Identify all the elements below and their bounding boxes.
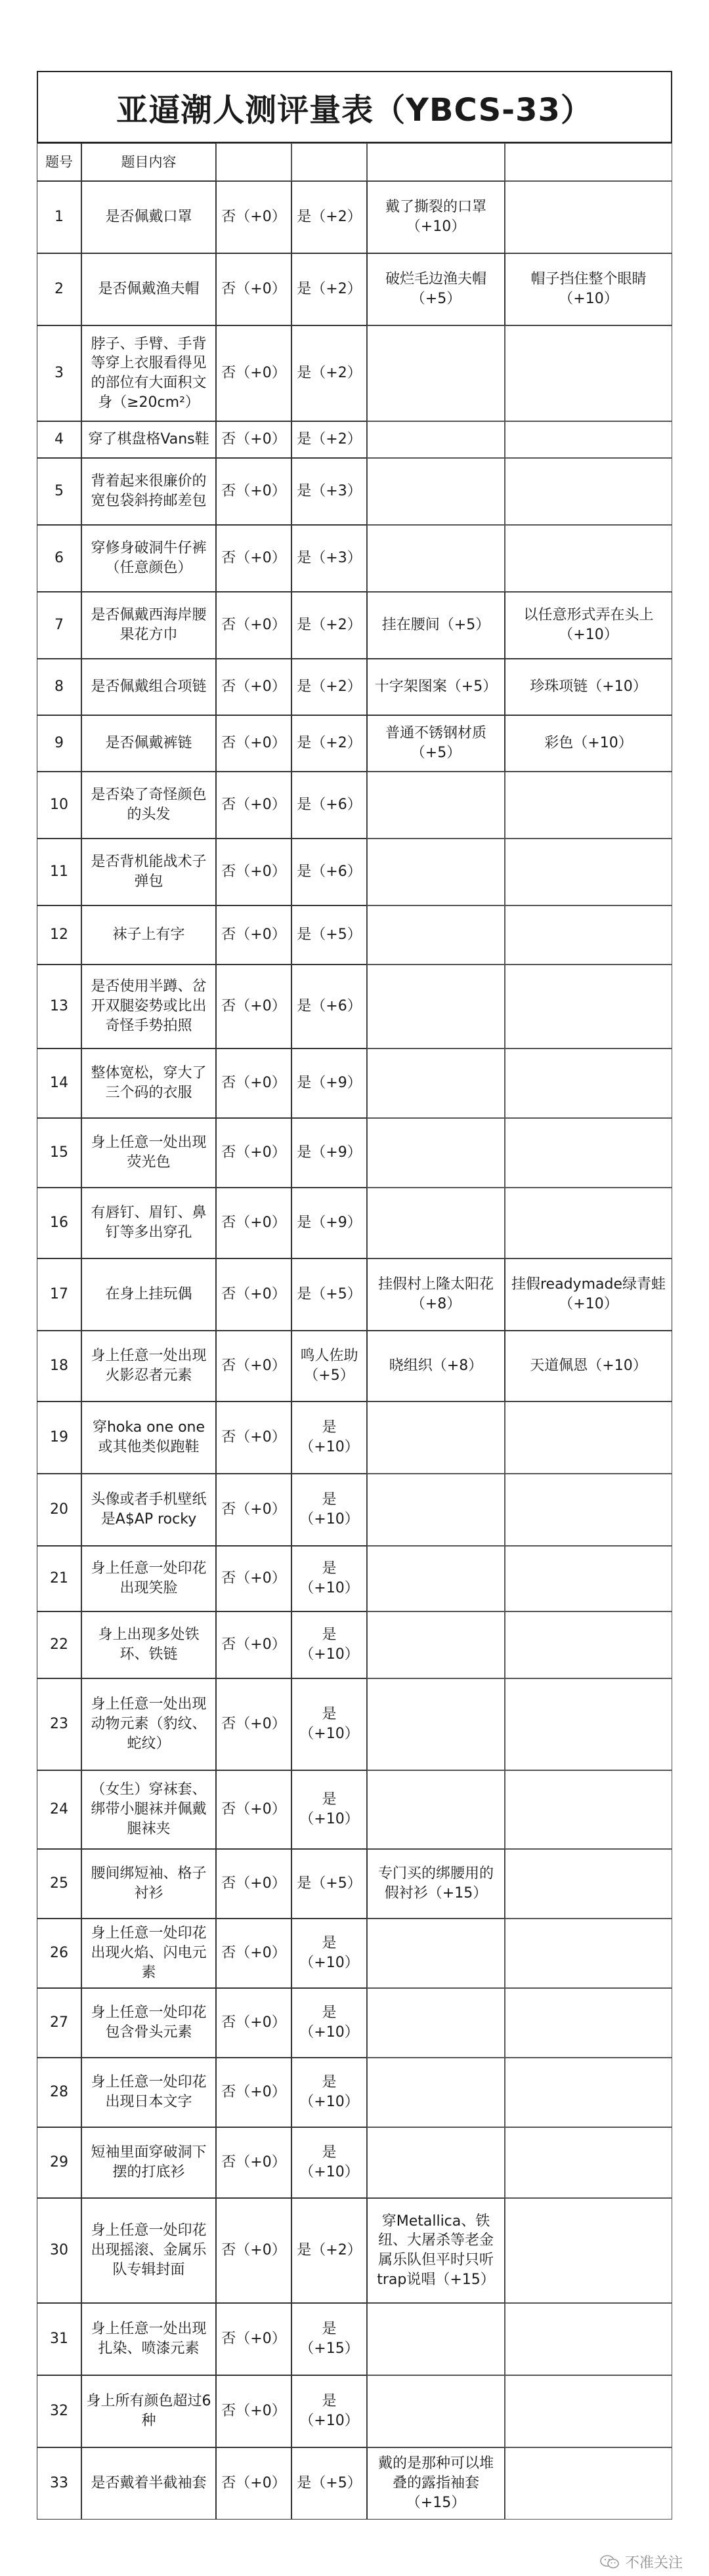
item-number: 3 xyxy=(37,325,81,421)
item-question: 是否染了奇怪颜色的头发 xyxy=(81,772,216,839)
item-extra-1 xyxy=(367,458,505,525)
item-option-yes: 是（+2） xyxy=(291,592,367,659)
item-option-yes: 是（+5） xyxy=(291,2447,367,2520)
item-number: 26 xyxy=(37,1919,81,1988)
item-option-no: 否（+0） xyxy=(216,2375,291,2447)
item-option-no: 否（+0） xyxy=(216,458,291,525)
item-extra-2: 珍珠项链（+10） xyxy=(505,659,672,715)
item-option-yes: 是（+10） xyxy=(291,1988,367,2058)
item-extra-2 xyxy=(505,1118,672,1188)
item-number: 8 xyxy=(37,659,81,715)
item-extra-2: 帽子挡住整个眼睛（+10） xyxy=(505,253,672,325)
item-option-yes: 是（+3） xyxy=(291,458,367,525)
item-number: 2 xyxy=(37,253,81,325)
item-option-yes: 是（+10） xyxy=(291,1474,367,1546)
item-extra-1 xyxy=(367,1474,505,1546)
item-question: 背着起来很廉价的宽包袋斜挎邮差包 xyxy=(81,458,216,525)
item-option-no: 否（+0） xyxy=(216,1402,291,1474)
item-extra-1 xyxy=(367,1118,505,1188)
item-number: 22 xyxy=(37,1611,81,1678)
item-extra-1: 穿Metallica、铁纽、大屠杀等老金属乐队但平时只听trap说唱（+15） xyxy=(367,2198,505,2303)
item-extra-1: 挂假村上隆太阳花（+8） xyxy=(367,1258,505,1331)
item-extra-2 xyxy=(505,772,672,839)
item-option-no: 否（+0） xyxy=(216,181,291,253)
item-question: 有唇钉、眉钉、鼻钉等多出穿孔 xyxy=(81,1188,216,1258)
item-extra-2 xyxy=(505,1049,672,1118)
item-extra-1: 戴的是那种可以堆叠的露指袖套（+15） xyxy=(367,2447,505,2520)
item-number: 15 xyxy=(37,1118,81,1188)
item-number: 24 xyxy=(37,1770,81,1849)
item-extra-1 xyxy=(367,2303,505,2375)
item-extra-1 xyxy=(367,1049,505,1118)
item-option-no: 否（+0） xyxy=(216,1988,291,2058)
header-empty-5 xyxy=(505,143,672,181)
item-extra-2: 彩色（+10） xyxy=(505,715,672,772)
item-extra-2 xyxy=(505,1678,672,1770)
item-extra-2 xyxy=(505,1770,672,1849)
item-option-yes: 是（+9） xyxy=(291,1188,367,1258)
item-extra-1 xyxy=(367,325,505,421)
item-extra-2 xyxy=(505,965,672,1049)
item-question: 穿修身破洞牛仔裤（任意颜色） xyxy=(81,525,216,592)
item-question: 身上任意一处印花出现日本文字 xyxy=(81,2058,216,2127)
item-option-yes: 是（+3） xyxy=(291,525,367,592)
item-option-yes: 是（+6） xyxy=(291,965,367,1049)
item-option-yes: 是（+6） xyxy=(291,839,367,905)
item-number: 21 xyxy=(37,1546,81,1611)
item-extra-2 xyxy=(505,1402,672,1474)
item-option-no: 否（+0） xyxy=(216,905,291,965)
item-option-no: 否（+0） xyxy=(216,592,291,659)
page-title: 亚逼潮人测评量表（YBCS-33） xyxy=(37,71,672,143)
item-extra-2 xyxy=(505,181,672,253)
item-option-yes: 是（+2） xyxy=(291,715,367,772)
item-option-no: 否（+0） xyxy=(216,1049,291,1118)
item-extra-2 xyxy=(505,905,672,965)
item-question: 身上任意一处印花包含骨头元素 xyxy=(81,1988,216,2058)
item-extra-2: 以任意形式弄在头上（+10） xyxy=(505,592,672,659)
item-extra-2 xyxy=(505,458,672,525)
item-question: 身上任意一处出现扎染、喷漆元素 xyxy=(81,2303,216,2375)
item-option-yes: 是（+2） xyxy=(291,2198,367,2303)
item-number: 28 xyxy=(37,2058,81,2127)
item-question: 身上任意一处印花出现笑脸 xyxy=(81,1546,216,1611)
item-question: 在身上挂玩偶 xyxy=(81,1258,216,1331)
item-option-no: 否（+0） xyxy=(216,772,291,839)
item-number: 10 xyxy=(37,772,81,839)
item-question: 身上所有颜色超过6种 xyxy=(81,2375,216,2447)
item-question: 整体宽松，穿大了三个码的衣服 xyxy=(81,1049,216,1118)
item-question: 脖子、手臂、手背等穿上衣服看得见的部位有大面积文身（≥20cm²） xyxy=(81,325,216,421)
item-number: 11 xyxy=(37,839,81,905)
item-question: 身上任意一处印花出现火焰、闪电元素 xyxy=(81,1919,216,1988)
item-extra-2 xyxy=(505,1188,672,1258)
item-option-yes: 是（+9） xyxy=(291,1049,367,1118)
item-option-yes: 是（+10） xyxy=(291,1770,367,1849)
item-number: 29 xyxy=(37,2127,81,2198)
item-option-no: 否（+0） xyxy=(216,965,291,1049)
item-option-no: 否（+0） xyxy=(216,659,291,715)
item-extra-1: 戴了撕裂的口罩（+10） xyxy=(367,181,505,253)
item-extra-1 xyxy=(367,1402,505,1474)
item-extra-1 xyxy=(367,1188,505,1258)
item-question: 是否佩戴裤链 xyxy=(81,715,216,772)
item-extra-1 xyxy=(367,1611,505,1678)
item-extra-2 xyxy=(505,1849,672,1919)
item-extra-2 xyxy=(505,1474,672,1546)
item-option-yes: 是（+6） xyxy=(291,772,367,839)
item-option-no: 否（+0） xyxy=(216,253,291,325)
item-question: （女生）穿袜套、绑带小腿袜并佩戴腿袜夹 xyxy=(81,1770,216,1849)
item-option-no: 否（+0） xyxy=(216,2058,291,2127)
item-extra-2 xyxy=(505,1919,672,1988)
item-extra-2 xyxy=(505,2198,672,2303)
item-extra-1 xyxy=(367,1919,505,1988)
item-number: 13 xyxy=(37,965,81,1049)
item-extra-2 xyxy=(505,839,672,905)
item-question: 是否使用半蹲、岔开双腿姿势或比出奇怪手势拍照 xyxy=(81,965,216,1049)
item-extra-1 xyxy=(367,905,505,965)
header-empty-2 xyxy=(216,143,291,181)
item-extra-1 xyxy=(367,1770,505,1849)
item-extra-1: 挂在腰间（+5） xyxy=(367,592,505,659)
item-number: 19 xyxy=(37,1402,81,1474)
item-option-no: 否（+0） xyxy=(216,2303,291,2375)
scale-sheet xyxy=(37,71,672,2520)
header-empty-4 xyxy=(367,143,505,181)
item-option-no: 否（+0） xyxy=(216,2447,291,2520)
item-option-no: 否（+0） xyxy=(216,1678,291,1770)
item-number: 17 xyxy=(37,1258,81,1331)
item-option-no: 否（+0） xyxy=(216,839,291,905)
item-extra-2 xyxy=(505,1546,672,1611)
item-extra-1 xyxy=(367,2127,505,2198)
item-number: 7 xyxy=(37,592,81,659)
item-extra-1: 十字架图案（+5） xyxy=(367,659,505,715)
item-option-yes: 是（+10） xyxy=(291,2127,367,2198)
item-question: 是否佩戴口罩 xyxy=(81,181,216,253)
item-extra-2 xyxy=(505,325,672,421)
item-extra-1 xyxy=(367,1678,505,1770)
item-question: 是否佩戴组合项链 xyxy=(81,659,216,715)
wechat-icon xyxy=(600,2555,620,2569)
item-question: 短袖里面穿破洞下摆的打底衫 xyxy=(81,2127,216,2198)
item-number: 5 xyxy=(37,458,81,525)
item-number: 14 xyxy=(37,1049,81,1118)
item-number: 33 xyxy=(37,2447,81,2520)
item-question: 穿hoka one one或其他类似跑鞋 xyxy=(81,1402,216,1474)
item-extra-1 xyxy=(367,1546,505,1611)
item-extra-1 xyxy=(367,421,505,458)
item-option-no: 否（+0） xyxy=(216,1611,291,1678)
header-content: 题目内容 xyxy=(81,143,216,181)
item-option-no: 否（+0） xyxy=(216,1118,291,1188)
item-number: 30 xyxy=(37,2198,81,2303)
item-number: 16 xyxy=(37,1188,81,1258)
item-option-yes: 是（+15） xyxy=(291,2303,367,2375)
item-number: 31 xyxy=(37,2303,81,2375)
item-number: 6 xyxy=(37,525,81,592)
item-option-no: 否（+0） xyxy=(216,1258,291,1331)
item-extra-2: 挂假readymade绿青蛙（+10） xyxy=(505,1258,672,1331)
item-number: 1 xyxy=(37,181,81,253)
item-option-no: 否（+0） xyxy=(216,1546,291,1611)
item-question: 袜子上有字 xyxy=(81,905,216,965)
item-option-yes: 是（+9） xyxy=(291,1118,367,1188)
item-number: 27 xyxy=(37,1988,81,2058)
item-extra-2 xyxy=(505,2447,672,2520)
item-option-no: 否（+0） xyxy=(216,1188,291,1258)
item-number: 4 xyxy=(37,421,81,458)
item-extra-1 xyxy=(367,965,505,1049)
item-option-no: 否（+0） xyxy=(216,1474,291,1546)
item-extra-1: 专门买的绑腰用的假衬衫（+15） xyxy=(367,1849,505,1919)
item-extra-1 xyxy=(367,839,505,905)
item-option-yes: 是（+5） xyxy=(291,1258,367,1331)
item-extra-2: 天道佩恩（+10） xyxy=(505,1331,672,1402)
item-option-yes: 是（+5） xyxy=(291,1849,367,1919)
item-extra-1: 破烂毛边渔夫帽（+5） xyxy=(367,253,505,325)
header-num: 题号 xyxy=(37,143,81,181)
item-number: 20 xyxy=(37,1474,81,1546)
item-option-yes: 是（+10） xyxy=(291,2058,367,2127)
watermark xyxy=(600,2552,683,2572)
item-extra-1: 晓组织（+8） xyxy=(367,1331,505,1402)
item-extra-1 xyxy=(367,1988,505,2058)
item-number: 12 xyxy=(37,905,81,965)
item-option-no: 否（+0） xyxy=(216,1849,291,1919)
item-question: 身上任意一处出现动物元素（豹纹、蛇纹） xyxy=(81,1678,216,1770)
item-option-no: 否（+0） xyxy=(216,325,291,421)
item-option-yes: 是（+2） xyxy=(291,659,367,715)
item-question: 身上任意一处出现荧光色 xyxy=(81,1118,216,1188)
header-empty-3 xyxy=(291,143,367,181)
item-number: 9 xyxy=(37,715,81,772)
item-extra-2 xyxy=(505,1988,672,2058)
item-extra-2 xyxy=(505,2303,672,2375)
item-extra-2 xyxy=(505,2375,672,2447)
item-option-yes: 鸣人佐助（+5） xyxy=(291,1331,367,1402)
item-question: 是否戴着半截袖套 xyxy=(81,2447,216,2520)
scale-table xyxy=(37,143,672,2520)
item-option-yes: 是（+10） xyxy=(291,1678,367,1770)
item-option-yes: 是（+10） xyxy=(291,1546,367,1611)
item-option-yes: 是（+10） xyxy=(291,2375,367,2447)
watermark-text: 不准关注 xyxy=(624,2555,683,2571)
item-question: 身上出现多处铁环、铁链 xyxy=(81,1611,216,1678)
item-number: 25 xyxy=(37,1849,81,1919)
item-option-no: 否（+0） xyxy=(216,2198,291,2303)
item-option-no: 否（+0） xyxy=(216,1331,291,1402)
item-option-yes: 是（+10） xyxy=(291,1402,367,1474)
item-extra-2 xyxy=(505,421,672,458)
item-number: 32 xyxy=(37,2375,81,2447)
item-extra-2 xyxy=(505,1611,672,1678)
item-option-no: 否（+0） xyxy=(216,1770,291,1849)
item-option-no: 否（+0） xyxy=(216,2127,291,2198)
item-option-yes: 是（+2） xyxy=(291,181,367,253)
item-extra-2 xyxy=(505,2127,672,2198)
item-question: 头像或者手机壁纸是A$AP rocky xyxy=(81,1474,216,1546)
item-question: 是否佩戴渔夫帽 xyxy=(81,253,216,325)
item-option-yes: 是（+2） xyxy=(291,253,367,325)
item-option-no: 否（+0） xyxy=(216,715,291,772)
item-number: 18 xyxy=(37,1331,81,1402)
item-question: 穿了棋盘格Vans鞋 xyxy=(81,421,216,458)
item-question: 是否背机能战术子弹包 xyxy=(81,839,216,905)
item-option-no: 否（+0） xyxy=(216,1919,291,1988)
item-extra-2 xyxy=(505,2058,672,2127)
item-option-yes: 是（+10） xyxy=(291,1611,367,1678)
item-extra-1 xyxy=(367,2375,505,2447)
item-extra-1: 普通不锈钢材质（+5） xyxy=(367,715,505,772)
item-option-yes: 是（+5） xyxy=(291,905,367,965)
item-extra-1 xyxy=(367,525,505,592)
item-option-yes: 是（+2） xyxy=(291,421,367,458)
item-option-no: 否（+0） xyxy=(216,525,291,592)
item-extra-1 xyxy=(367,772,505,839)
item-question: 身上任意一处印花出现摇滚、金属乐队专辑封面 xyxy=(81,2198,216,2303)
item-option-yes: 是（+10） xyxy=(291,1919,367,1988)
item-extra-2 xyxy=(505,525,672,592)
item-option-no: 否（+0） xyxy=(216,421,291,458)
item-question: 腰间绑短袖、格子衬衫 xyxy=(81,1849,216,1919)
item-question: 是否佩戴西海岸腰果花方巾 xyxy=(81,592,216,659)
item-number: 23 xyxy=(37,1678,81,1770)
item-option-yes: 是（+2） xyxy=(291,325,367,421)
item-question: 身上任意一处出现火影忍者元素 xyxy=(81,1331,216,1402)
item-extra-1 xyxy=(367,2058,505,2127)
